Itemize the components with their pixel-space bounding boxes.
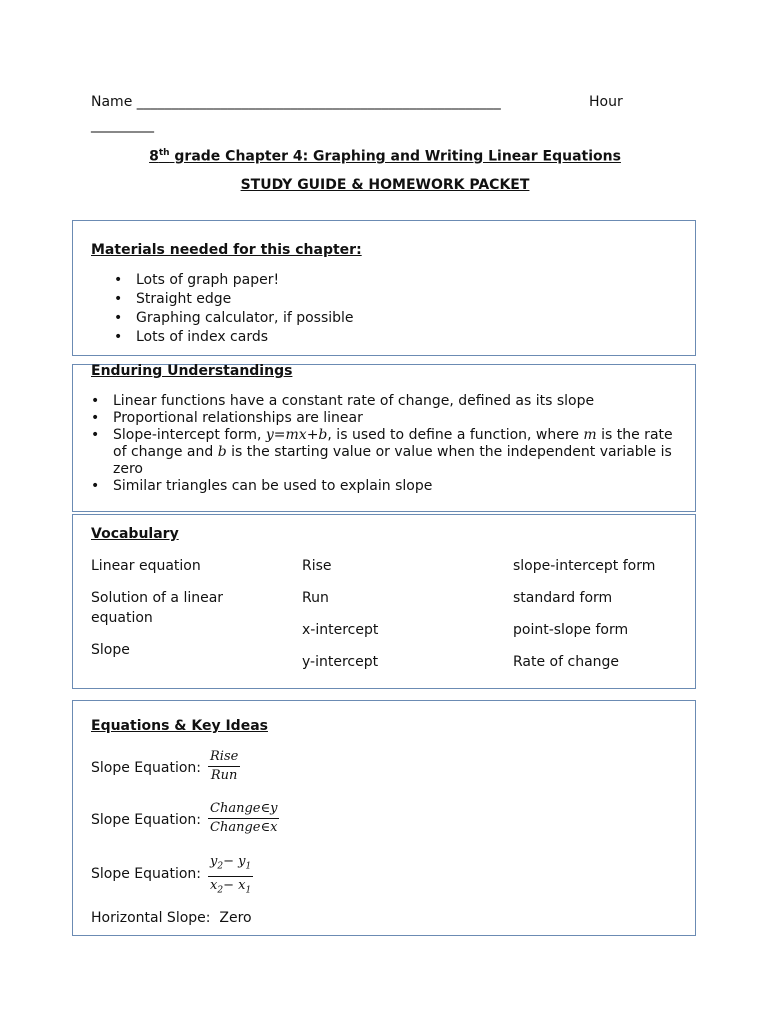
vocab-term: Rise xyxy=(302,558,332,574)
page-subtitle: STUDY GUIDE & HOMEWORK PACKET xyxy=(240,177,530,193)
vocab-term: Rate of change xyxy=(513,654,620,670)
title-grade: 8 xyxy=(149,148,159,165)
bullet-icon: • xyxy=(91,427,100,443)
equations-heading: Equations & Key Ideas xyxy=(91,718,268,734)
list-item: • Linear functions have a constant rate of change, defined as its slope xyxy=(91,393,595,409)
hour-blank: _________ xyxy=(91,117,154,133)
vocab-term: Slope xyxy=(91,642,130,658)
vocab-term: Run xyxy=(302,590,329,606)
vocab-term: equation xyxy=(91,610,153,626)
slope-fraction-rise-run: Rise Run xyxy=(210,749,239,783)
bullet-icon: • xyxy=(91,410,100,426)
list-item: • Proportional relationships are linear xyxy=(91,410,363,426)
title-sup: th xyxy=(158,148,170,158)
list-item: • Lots of graph paper! xyxy=(114,272,280,288)
vocab-term: point-slope form xyxy=(513,622,629,638)
list-item: • Straight edge xyxy=(114,291,232,307)
materials-list xyxy=(114,271,354,347)
name-line xyxy=(91,93,501,111)
bullet-icon: • xyxy=(91,393,100,409)
list-item: • Similar triangles can be used to explain slope xyxy=(91,478,433,494)
slope-equation-label: Slope Equation: xyxy=(91,812,202,828)
vocab-term: standard form xyxy=(513,590,613,606)
understandings-box xyxy=(72,364,696,512)
vocab-term: Solution of a linear xyxy=(91,590,224,606)
list-item: • Graphing calculator, if possible xyxy=(114,310,354,326)
bullet-icon: • xyxy=(114,310,123,326)
name-label: Name xyxy=(91,94,137,110)
list-item: • Lots of index cards xyxy=(114,329,269,345)
slope-equation-label: Slope Equation: xyxy=(91,760,202,776)
hour-label: Hour xyxy=(589,94,623,110)
materials-heading: Materials needed for this chapter: xyxy=(91,242,362,258)
bullet-icon: • xyxy=(114,329,123,345)
understandings-list xyxy=(91,393,681,495)
vocab-term: x-intercept xyxy=(302,622,379,638)
slope-intercept-formula: y=mx+b xyxy=(265,427,328,443)
slope-fraction-change: Change∈y Change∈x xyxy=(210,801,278,835)
vocabulary-heading: Vocabulary xyxy=(91,526,179,542)
vocab-term: Linear equation xyxy=(91,558,201,574)
understandings-heading: Enduring Understandings xyxy=(91,363,293,379)
vocabulary-box xyxy=(72,514,696,689)
name-blank: ____________________________________________________ xyxy=(136,94,501,110)
title-text: grade Chapter 4: Graphing and Writing Linear Equations xyxy=(169,148,621,165)
vocab-term: y-intercept xyxy=(302,654,379,670)
vocab-term: slope-intercept form xyxy=(513,558,656,574)
list-item: • Slope-intercept form, y=mx+b, is used to define a function, where m is the rate of change and b is the starting value or value when the independent variable is zero xyxy=(91,427,673,477)
bullet-icon: • xyxy=(114,272,123,288)
bullet-icon: • xyxy=(114,291,123,307)
horizontal-slope: Horizontal Slope: Zero xyxy=(91,910,252,926)
slope-fraction-points: $y_2- y_1$ $x_2- x_1$ xyxy=(210,854,252,896)
page-title xyxy=(0,144,770,166)
slope-equation-label: Slope Equation: xyxy=(91,866,202,882)
equations-box xyxy=(72,700,696,936)
materials-box xyxy=(72,220,696,356)
bullet-icon: • xyxy=(91,478,100,494)
